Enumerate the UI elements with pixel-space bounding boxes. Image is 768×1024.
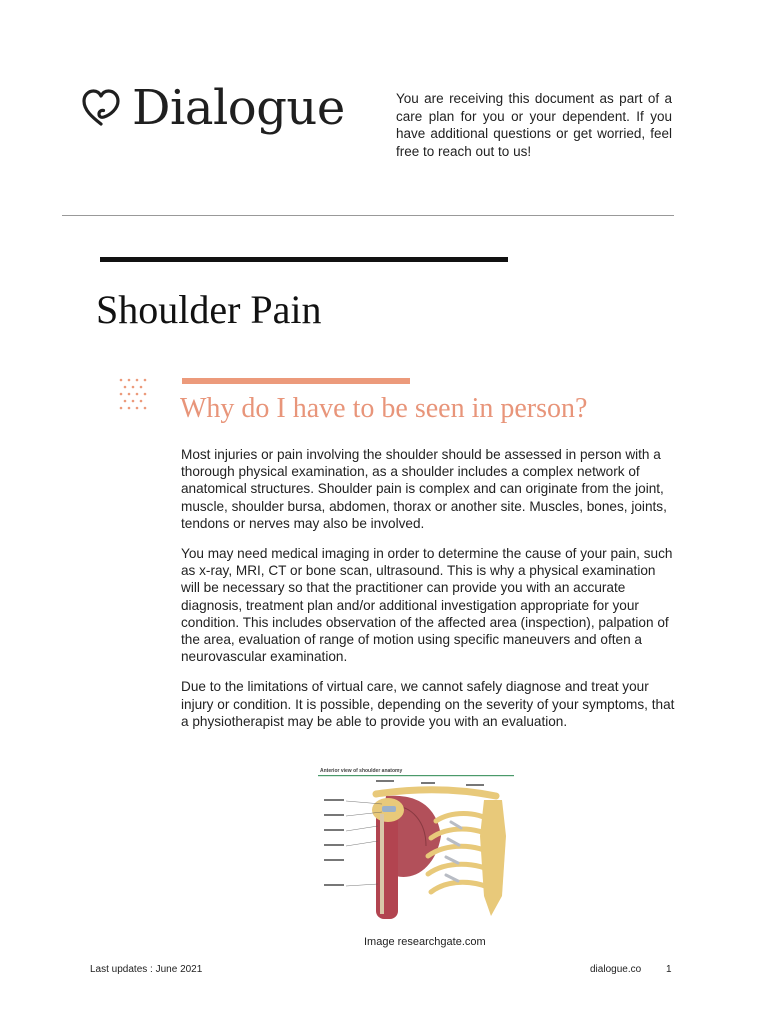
paragraph: You may need medical imaging in order to determine the cause of your pain, such as x-ray, MRI, CT or bone scan, ultrasound. This is why a physical examination will be necessary so that the practitioner can provide you with an accurate diagnosis, treatment plan and/or additional investigation appropriate for your condition. This includes observation of the affected area (inspection), palpation of the area, evaluation of range of motion using specific maneuvers and often a neurovascular examination.: [181, 546, 673, 665]
intro-text: You are receiving this document as part of a care plan for you or your dependent. If you have additional questions or get worried, feel free to reach out to us!: [396, 91, 672, 159]
paragraph: Due to the limitations of virtual care, we cannot safely diagnose and treat your injury or condition. It is possible, depending on the severity of your symptoms, that a physiotherapist may be able to provide you with an evaluation.: [181, 679, 675, 729]
section-body: [181, 446, 675, 743]
page-number: 1: [666, 964, 672, 975]
dialogue-logo: [80, 80, 345, 136]
section-title: Why do I have to be seen in person?: [180, 393, 588, 424]
page-title: Shoulder Pain: [96, 287, 322, 332]
shoulder-anatomy-image: [316, 766, 516, 922]
dot-grid-icon: [117, 377, 149, 411]
logo-wordmark: Dialogue: [132, 80, 345, 136]
paragraph: Most injuries or pain involving the shoulder should be assessed in person with a thorough physical examination, as a shoulder includes a complex network of anatomical structures. Shoulder pain is complex and can originate from the joint, muscle, shoulder bursa, abdomen, thorax or another site. Muscles, bones, joints, tendons or nerves may also be involved.: [181, 447, 667, 531]
title-rule: [100, 257, 508, 262]
section-accent-bar: [182, 378, 410, 384]
header-divider: [62, 215, 674, 216]
heart-logo-icon: [80, 87, 122, 129]
figure-caption: Image researchgate.com: [364, 936, 486, 948]
footer-updated: Last updates : June 2021: [90, 964, 203, 975]
figure-heading: Anterior view of shoulder anatomy: [320, 768, 403, 774]
footer-site-link[interactable]: dialogue.co: [590, 964, 642, 975]
